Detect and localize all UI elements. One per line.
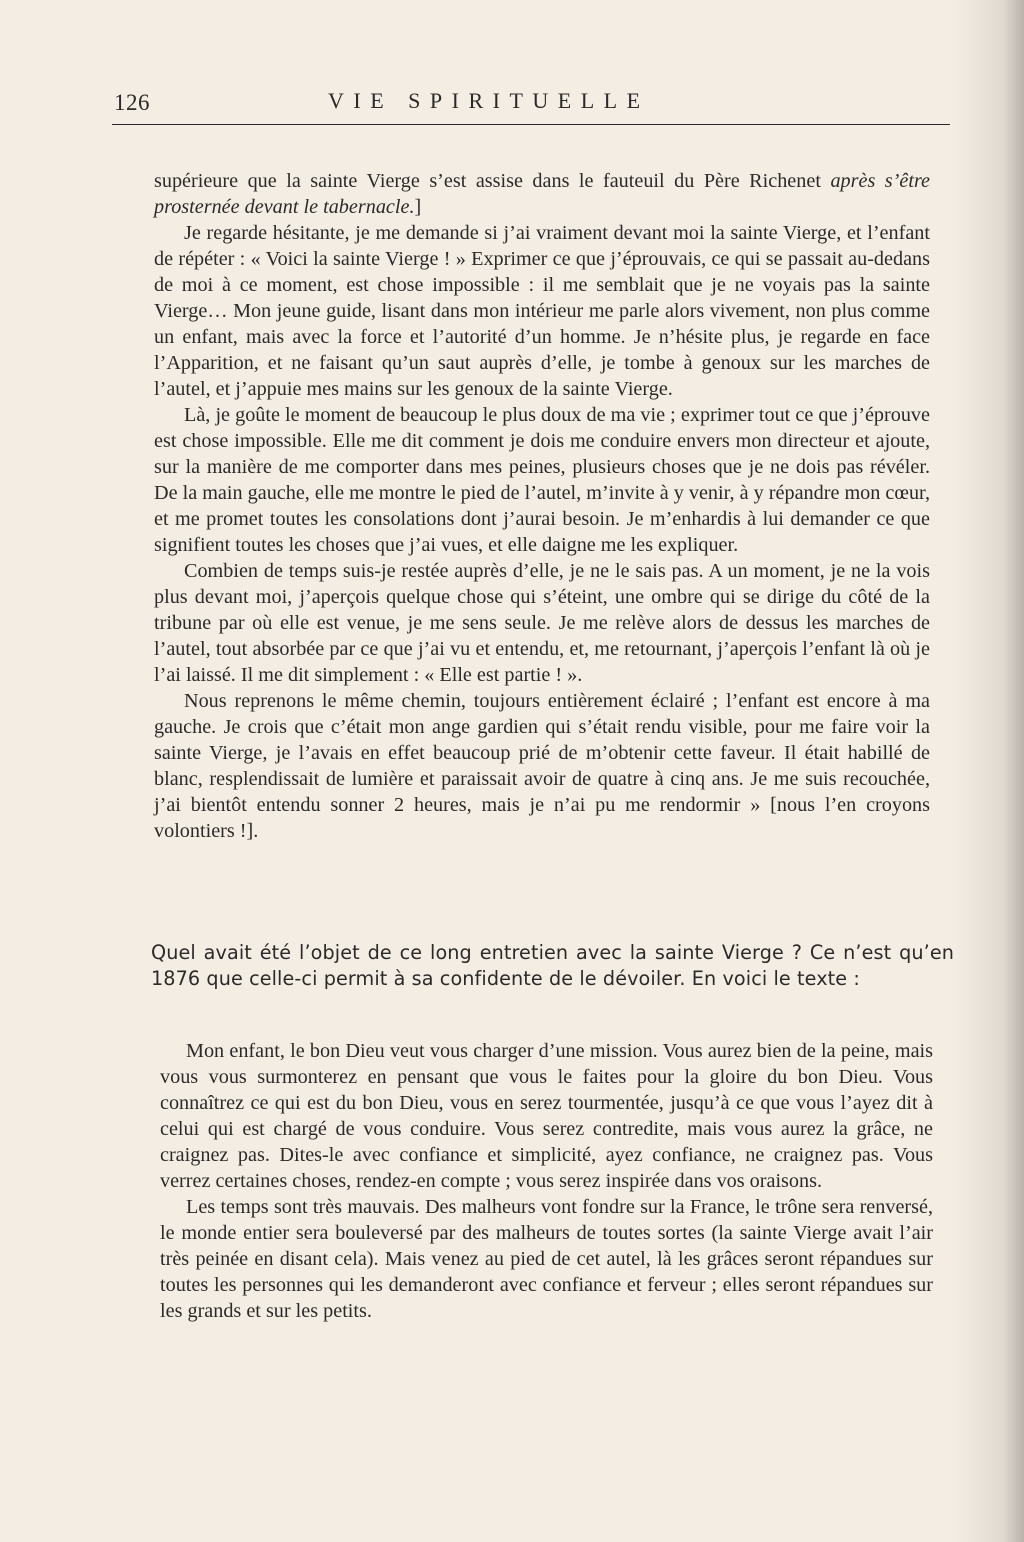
quote-paragraph-1-lead: supérieure que la sainte Vierge s’est assise dans le fauteuil du Père Richenet — [154, 170, 831, 192]
quote-paragraph-1-italic: après s’être prosternée devant le tabernacle. — [154, 170, 931, 218]
message-paragraph-2: Les temps sont très mauvais. Des malheurs vont fondre sur la France, le trône sera renversé, le monde entier sera bouleversé par des malheurs de toutes sortes (la sainte Vierge avait l’air très peinée en disant cela). Mais venez au pied de cet autel, là les grâces seront répandues sur toutes les personnes qui les demanderont avec confiance et ferveur ; elles seront répandues sur les grands et sur les petits. — [160, 1196, 933, 1322]
page-header — [112, 86, 952, 126]
quoted-testimony — [154, 168, 930, 844]
narrative-text: Quel avait été l’objet de ce long entretien avec la sainte Vierge ? Ce n’est qu’en 1876 que celle-ci permit à sa confidente de le dévoiler. En voici le texte : — [151, 941, 954, 990]
running-title: VIE SPIRITUELLE — [328, 88, 650, 113]
quote-paragraph-2: Je regarde hésitante, je me demande si j’ai vraiment devant moi la sainte Vierge, et l’enfant de répéter : « Voici la sainte Vierge ! » Exprimer ce que j’éprouvais, ce qui se passait au-dedans de moi à ce moment, est chose impossible : il me semblait que je ne voyais pas la sainte Vierge… Mon jeune guide, lisant dans mon intérieur me parle alors vivement, non plus comme un enfant, mais avec la force et l’autorité d’un homme. Je n’hésite plus, je regarde en face l’Apparition, et ne faisant qu’un saut auprès d’elle, je tombe à genoux sur les marches de l’autel, et j’appuie mes mains sur les genoux de la sainte Vierge. — [154, 222, 930, 400]
quote-paragraph-3: Là, je goûte le moment de beaucoup le plus doux de ma vie ; exprimer tout ce que j’éprouve est chose impossible. Elle me dit comment je dois me conduire envers mon directeur et ajoute, sur la manière de me comporter dans mes peines, plusieurs choses que je ne dois pas révéler. De la main gauche, elle me montre le pied de l’autel, m’invite à y venir, à y répandre mon cœur, et me promet toutes les consolations dont j’aurai besoin. Je m’enhardis à lui demander ce que signifient toutes les choses que j’ai vues, et elle daigne me les expliquer. — [154, 404, 930, 556]
quote-paragraph-1 — [154, 168, 930, 220]
page-edge-shadow — [954, 0, 1024, 1542]
page-number: 126 — [114, 90, 150, 115]
quote-paragraph-1-tail: ] — [414, 196, 422, 218]
quote-paragraph-4: Combien de temps suis-je restée auprès d’elle, je ne le sais pas. A un moment, je ne la vois plus devant moi, j’aperçois quelque chose qui s’éteint, une ombre qui se dirige du côté de la tribune par où elle est venue, je me sens seule. Je me relève alors de dessus les marches de l’autel, tout absorbée par ce que j’ai vu et entendu, et, me retournant, j’aperçois l’enfant là où je l’ai laissé. Il me dit simplement : « Elle est partie ! ». — [154, 560, 930, 686]
apparition-message — [160, 1038, 933, 1324]
narrative-paragraph — [151, 940, 954, 992]
header-rule — [112, 124, 950, 125]
quote-paragraph-5: Nous reprenons le même chemin, toujours entièrement éclairé ; l’enfant est encore à ma gauche. Je crois que c’était mon ange gardien qui s’était rendu visible, pour me faire voir la sainte Vierge, je l’avais en effet beaucoup prié de m’obtenir cette faveur. Il était habillé de blanc, resplendissait de lumière et paraissait avoir de quatre à cinq ans. Je me suis recouchée, j’ai bientôt entendu sonner 2 heures, mais je n’ai pu me rendormir » [nous l’en croyons volontiers !]. — [154, 690, 930, 842]
message-paragraph-1: Mon enfant, le bon Dieu veut vous charger d’une mission. Vous aurez bien de la peine, mais vous vous surmonterez en pensant que vous le faites pour la gloire du bon Dieu. Vous connaîtrez ce qui est du bon Dieu, vous en serez tourmentée, jusqu’à ce que vous l’ayez dit à celui qui est chargé de vous conduire. Vous serez contredite, mais vous aurez la grâce, ne craignez pas. Dites-le avec confiance et simplicité, ayez confiance, ne craignez pas. Vous verrez certaines choses, rendez-en compte ; vous serez inspirée dans vos oraisons. — [160, 1040, 933, 1192]
